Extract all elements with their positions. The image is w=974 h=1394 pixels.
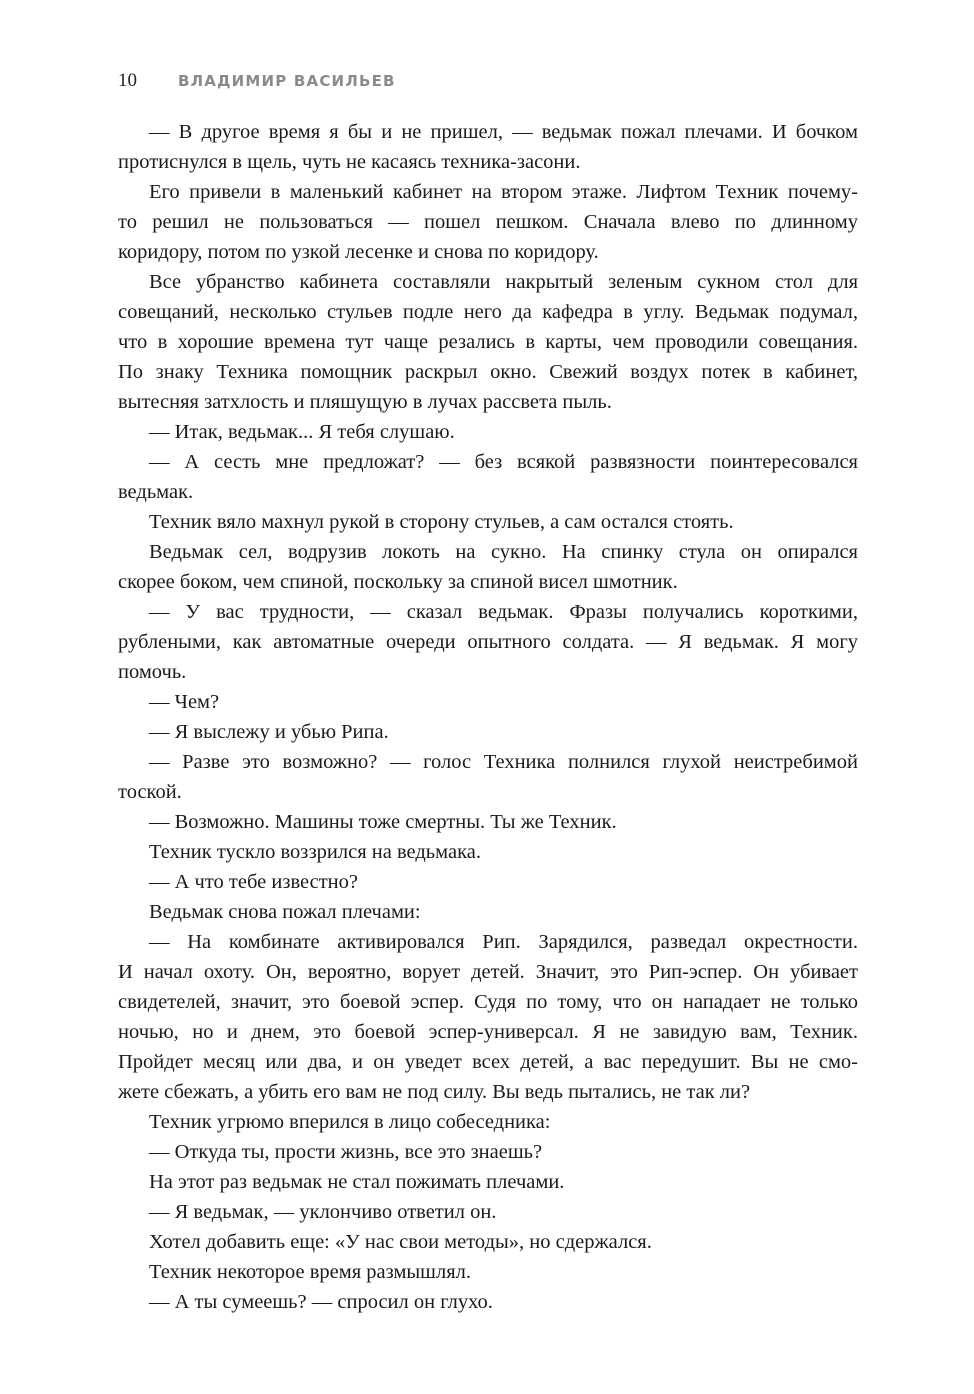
text-line: — А ты сумеешь? — спросил он глухо. xyxy=(149,1291,493,1313)
text-line: Ведьмак сел, водрузив локоть на сукно. На спинку стула он опирался xyxy=(149,541,858,563)
paragraph xyxy=(118,537,858,597)
paragraph xyxy=(118,747,858,807)
paragraph xyxy=(118,717,858,747)
text-line: скорее боком, чем спиной, поскольку за спиной висел шмотник. xyxy=(118,571,678,593)
text-line: тоской. xyxy=(118,781,182,803)
text-line: — Я ведьмак, — уклончиво ответил он. xyxy=(149,1201,497,1223)
text-line: — Возможно. Машины тоже смертны. Ты же Техник. xyxy=(149,811,617,833)
text-line: ведьмак. xyxy=(118,481,194,503)
text-line: совещаний, несколько стульев подле него да кафедра в углу. Ведьмак подумал, xyxy=(118,301,858,323)
text-line: то решил не пользоваться — пошел пешком. Сначала влево по длинному xyxy=(118,211,858,233)
text-line: что в хорошие времена тут чаще резались в карты, чем проводили совещания. xyxy=(118,331,858,353)
paragraph xyxy=(118,1227,858,1257)
text-line: Все убранство кабинета составляли накрытый зеленым сукном стол для xyxy=(149,271,858,293)
paragraph xyxy=(118,417,858,447)
text-line: — Откуда ты, прости жизнь, все это знаешь? xyxy=(149,1141,543,1163)
text-line: — В другое время я бы и не пришел, — ведьмак пожал плечами. И бочком xyxy=(149,121,858,143)
text-line: На этот раз ведьмак не стал пожимать плечами. xyxy=(149,1171,565,1193)
author-name: ВЛАДИМИР ВАСИЛЬЕВ xyxy=(178,72,396,90)
paragraph xyxy=(118,1107,858,1137)
text-line: — Итак, ведьмак... Я тебя слушаю. xyxy=(149,421,455,443)
text-line: — Чем? xyxy=(149,691,220,713)
text-line: — Я выслежу и убью Рипа. xyxy=(149,721,389,743)
text-line: рублеными, как автоматные очереди опытного солдата. — Я ведьмак. Я могу xyxy=(118,631,858,653)
paragraph xyxy=(118,507,858,537)
running-head xyxy=(118,70,396,94)
paragraph xyxy=(118,1287,858,1317)
text-line: свидетелей, значит, это боевой эспер. Судя по тому, что он нападает не только xyxy=(118,991,858,1013)
text-line: — А что тебе известно? xyxy=(149,871,358,893)
paragraph xyxy=(118,1197,858,1227)
paragraph xyxy=(118,687,858,717)
paragraph xyxy=(118,177,858,267)
text-line: ночью, но и днем, это боевой эспер-универсал. Я не завидую вам, Техник. xyxy=(118,1021,858,1043)
text-line: Хотел добавить еще: «У нас свои методы», но сдержался. xyxy=(149,1231,652,1253)
text-line: — На комбинате активировался Рип. Зарядился, разведал окрестности. xyxy=(149,931,858,953)
paragraph xyxy=(118,1167,858,1197)
paragraph xyxy=(118,927,858,1107)
text-line: жете сбежать, а убить его вам не под силу. Вы ведь пытались, не так ли? xyxy=(118,1081,751,1103)
text-line: Техник вяло махнул рукой в сторону стульев, а сам остался стоять. xyxy=(149,511,734,533)
paragraph xyxy=(118,267,858,417)
text-line: — А сесть мне предложат? — без всякой развязности поинтересовался xyxy=(149,451,858,473)
text-line: — Разве это возможно? — голос Техника полнился глухой неистребимой xyxy=(149,751,858,773)
paragraph xyxy=(118,1257,858,1287)
text-line: вытесняя затхлость и пляшущую в лучах рассвета пыль. xyxy=(118,391,612,413)
paragraph xyxy=(118,867,858,897)
paragraph xyxy=(118,837,858,867)
text-line: Техник некоторое время размышлял. xyxy=(149,1261,471,1283)
text-line: Техник тускло воззрился на ведьмака. xyxy=(149,841,481,863)
text-line: И начал охоту. Он, вероятно, ворует детей. Значит, это Рип-эспер. Он убивает xyxy=(118,961,858,983)
text-line: Ведьмак снова пожал плечами: xyxy=(149,901,421,923)
text-line: коридору, потом по узкой лесенке и снова по коридору. xyxy=(118,241,599,263)
text-line: Техник угрюмо вперился в лицо собеседника: xyxy=(149,1111,551,1133)
paragraph xyxy=(118,807,858,837)
text-line: Пройдет месяц или два, и он уведет всех детей, а вас передушит. Вы не смо- xyxy=(118,1051,858,1073)
paragraph xyxy=(118,117,858,177)
text-line: Его привели в маленький кабинет на втором этаже. Лифтом Техник почему- xyxy=(149,181,858,203)
paragraph xyxy=(118,447,858,507)
page-number: 10 xyxy=(118,70,137,91)
text-line: По знаку Техника помощник раскрыл окно. Свежий воздух потек в кабинет, xyxy=(118,361,858,383)
text-line: помочь. xyxy=(118,661,187,683)
paragraph xyxy=(118,597,858,687)
paragraph xyxy=(118,897,858,927)
text-line: протиснулся в щель, чуть не касаясь техника-засони. xyxy=(118,151,581,173)
body-text xyxy=(118,117,858,1317)
paragraph xyxy=(118,1137,858,1167)
text-line: — У вас трудности, — сказал ведьмак. Фразы получались короткими, xyxy=(149,601,858,623)
